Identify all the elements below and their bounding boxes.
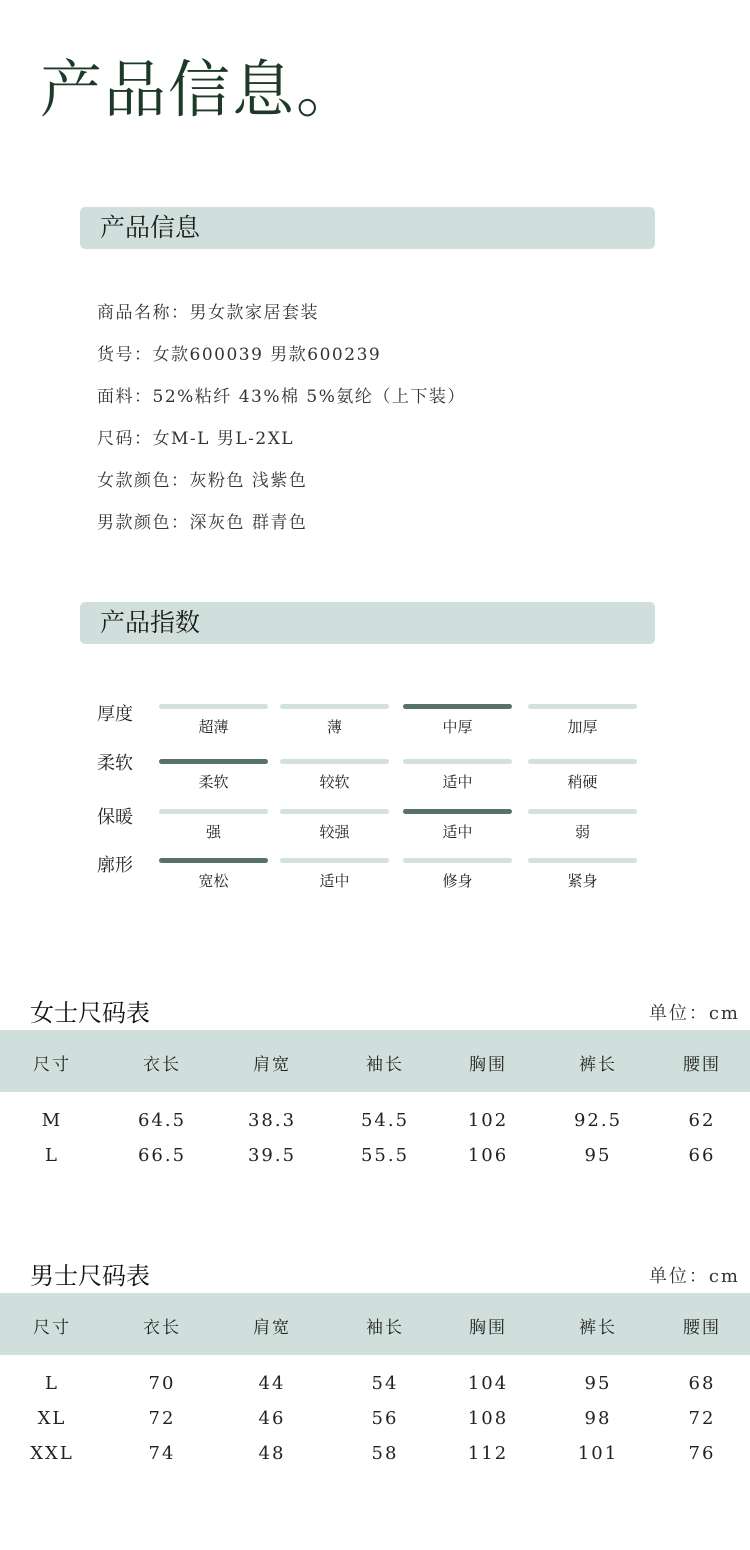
measure-cell: 70 xyxy=(148,1373,176,1394)
index-option: 加厚 xyxy=(567,718,598,736)
column-header: 腰围 xyxy=(683,1318,721,1338)
index-bar xyxy=(159,704,268,709)
column-header: 胸围 xyxy=(469,1055,507,1075)
index-bar xyxy=(159,809,268,814)
index-label: 保暖 xyxy=(97,807,133,828)
info-value: 女M-L 男L-2XL xyxy=(152,429,295,449)
size-cell: XXL xyxy=(30,1443,74,1464)
info-value: 男女款家居套装 xyxy=(189,303,319,323)
index-bar-selected xyxy=(403,809,512,814)
index-option: 稍硬 xyxy=(567,773,598,791)
info-row-women-colors xyxy=(97,460,466,502)
index-bar xyxy=(403,858,512,863)
measure-cell: 68 xyxy=(688,1373,716,1394)
measure-cell: 66 xyxy=(688,1145,716,1166)
measure-cell: 95 xyxy=(584,1145,612,1166)
measure-cell: 54.5 xyxy=(360,1110,410,1131)
column-header: 肩宽 xyxy=(253,1318,291,1338)
index-option: 中厚 xyxy=(442,718,473,736)
index-bar xyxy=(403,759,512,764)
size-cell: M xyxy=(41,1110,63,1131)
column-header: 腰围 xyxy=(683,1055,721,1075)
index-bar-selected xyxy=(159,759,268,764)
info-value: 52%粘纤 43%棉 5%氨纶（上下装） xyxy=(152,387,466,407)
column-header: 肩宽 xyxy=(253,1055,291,1075)
measure-cell: 62 xyxy=(688,1110,716,1131)
info-list xyxy=(97,292,466,544)
info-row-sku xyxy=(97,334,466,376)
column-header: 衣长 xyxy=(143,1055,181,1075)
info-label: 面料： xyxy=(97,387,153,407)
index-option: 弱 xyxy=(574,823,590,841)
index-option: 较强 xyxy=(319,823,350,841)
index-section-header xyxy=(80,602,655,644)
index-bar xyxy=(280,858,389,863)
measure-cell: 56 xyxy=(371,1408,399,1429)
index-bar xyxy=(280,704,389,709)
measure-cell: 108 xyxy=(467,1408,509,1429)
measure-cell: 92.5 xyxy=(573,1110,623,1131)
column-header: 裤长 xyxy=(579,1318,617,1338)
column-header: 袖长 xyxy=(366,1055,404,1075)
info-value: 女款600039 男款600239 xyxy=(152,345,382,365)
measure-cell: 104 xyxy=(467,1373,509,1394)
index-option: 适中 xyxy=(442,773,473,791)
index-option: 超薄 xyxy=(198,718,229,736)
measure-cell: 102 xyxy=(467,1110,509,1131)
measure-cell: 74 xyxy=(148,1443,176,1464)
measure-cell: 55.5 xyxy=(360,1145,410,1166)
measure-cell: 66.5 xyxy=(137,1145,187,1166)
index-option: 修身 xyxy=(442,872,473,890)
index-bar xyxy=(528,704,637,709)
index-option: 薄 xyxy=(326,718,342,736)
index-bar xyxy=(528,858,637,863)
index-bar-selected xyxy=(403,704,512,709)
index-bar-selected xyxy=(159,858,268,863)
index-label: 廓形 xyxy=(97,855,133,876)
info-label: 尺码： xyxy=(97,429,153,449)
index-bar xyxy=(280,759,389,764)
column-header: 裤长 xyxy=(579,1055,617,1075)
info-label: 货号： xyxy=(97,345,153,365)
measure-cell: 54 xyxy=(371,1373,399,1394)
info-label: 男款颜色： xyxy=(97,513,190,533)
info-value: 灰粉色 浅紫色 xyxy=(189,471,308,491)
measure-cell: 58 xyxy=(371,1443,399,1464)
info-row-men-colors xyxy=(97,502,466,544)
measure-cell: 44 xyxy=(258,1373,286,1394)
info-label: 女款颜色： xyxy=(97,471,190,491)
measure-cell: 39.5 xyxy=(247,1145,297,1166)
info-row-size xyxy=(97,418,466,460)
index-option: 柔软 xyxy=(198,773,229,791)
info-value: 深灰色 群青色 xyxy=(189,513,308,533)
info-section-header xyxy=(80,207,655,249)
measure-cell: 112 xyxy=(467,1443,509,1464)
size-cell: XL xyxy=(37,1408,67,1429)
index-section-title: 产品指数 xyxy=(100,608,201,637)
column-header: 袖长 xyxy=(366,1318,404,1338)
info-row-fabric xyxy=(97,376,466,418)
size-cell: L xyxy=(45,1145,59,1166)
info-row-name xyxy=(97,292,466,334)
measure-cell: 76 xyxy=(688,1443,716,1464)
index-label: 厚度 xyxy=(97,704,133,725)
page-title: 产品信息。 xyxy=(40,53,361,126)
measure-cell: 72 xyxy=(148,1408,176,1429)
column-header: 衣长 xyxy=(143,1318,181,1338)
measure-cell: 38.3 xyxy=(247,1110,297,1131)
measure-cell: 98 xyxy=(584,1408,612,1429)
women-table-unit: 单位：cm xyxy=(648,1003,740,1024)
info-section-title: 产品信息 xyxy=(100,213,201,242)
index-option: 强 xyxy=(205,823,221,841)
column-header: 尺寸 xyxy=(33,1055,71,1075)
measure-cell: 48 xyxy=(258,1443,286,1464)
measure-cell: 72 xyxy=(688,1408,716,1429)
size-cell: L xyxy=(45,1373,59,1394)
index-bar xyxy=(280,809,389,814)
men-table-title: 男士尺码表 xyxy=(30,1262,150,1290)
index-option: 宽松 xyxy=(198,872,229,890)
index-bar xyxy=(528,809,637,814)
index-option: 适中 xyxy=(319,872,350,890)
measure-cell: 106 xyxy=(467,1145,509,1166)
index-label: 柔软 xyxy=(97,753,133,774)
index-bar xyxy=(528,759,637,764)
women-table-title: 女士尺码表 xyxy=(30,999,150,1027)
column-header: 尺寸 xyxy=(33,1318,71,1338)
index-option: 紧身 xyxy=(567,872,598,890)
measure-cell: 46 xyxy=(258,1408,286,1429)
measure-cell: 101 xyxy=(577,1443,619,1464)
men-table-unit: 单位：cm xyxy=(648,1266,740,1287)
measure-cell: 64.5 xyxy=(137,1110,187,1131)
info-label: 商品名称： xyxy=(97,303,190,323)
index-option: 适中 xyxy=(442,823,473,841)
index-option: 较软 xyxy=(319,773,350,791)
measure-cell: 95 xyxy=(584,1373,612,1394)
column-header: 胸围 xyxy=(469,1318,507,1338)
